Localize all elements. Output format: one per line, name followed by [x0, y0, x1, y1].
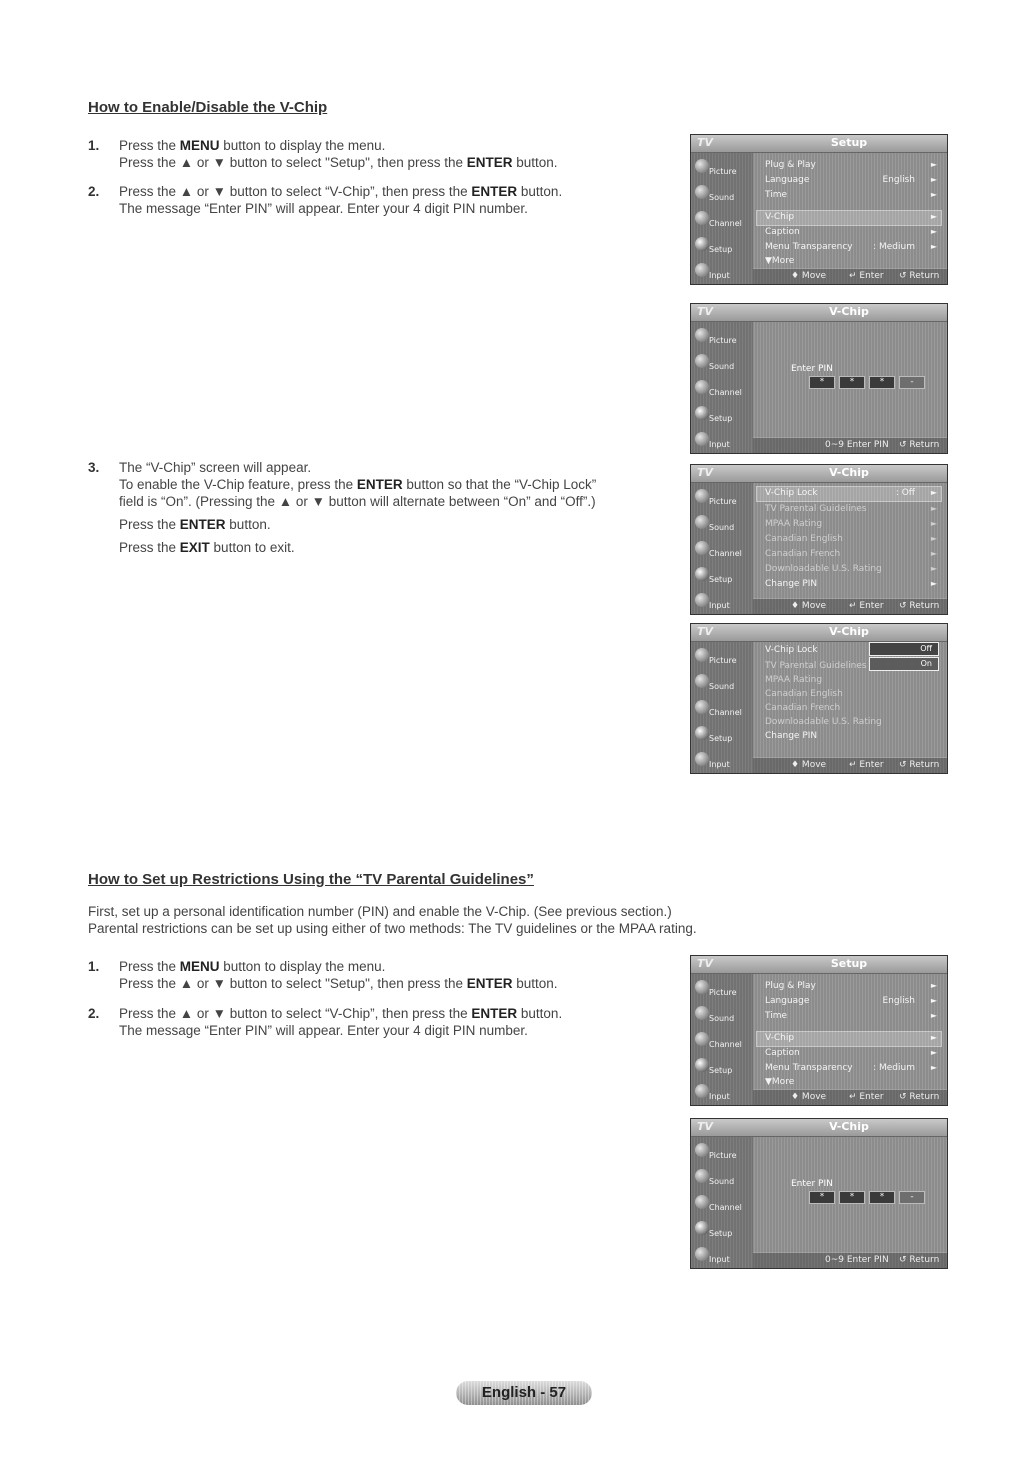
picture-icon	[695, 1143, 709, 1157]
option-off: Off	[869, 642, 939, 656]
osd-pin-screen-1	[690, 303, 948, 454]
setup-icon	[695, 567, 709, 581]
s1-step2	[88, 183, 668, 217]
setup-icon	[695, 406, 709, 420]
osd-menu-item: Language English ►	[765, 175, 937, 185]
osd-menu-item-selected: V-Chip ►	[757, 211, 941, 225]
input-icon	[695, 593, 709, 607]
input-icon	[695, 432, 709, 446]
osd-side-sound: Sound	[693, 183, 751, 207]
step-number: 1.	[88, 138, 100, 153]
section2-title: How to Set up Restrictions Using the “TV Parental Guidelines”	[88, 871, 534, 888]
osd-menu-item: TV Parental Guidelines ►	[765, 504, 937, 514]
step-number: 3.	[88, 460, 100, 475]
setup-icon	[695, 1058, 709, 1072]
osd-sidebar: Picture Sound Channel Setup Input	[691, 642, 753, 773]
step-line: The “V-Chip” screen will appear.	[119, 460, 312, 475]
sound-icon	[695, 354, 709, 368]
s1-step3	[88, 459, 668, 556]
page-number-badge: English - 57	[456, 1381, 592, 1405]
osd-bottom-bar: ♦ Move ↵ Enter ↺ Return	[753, 268, 947, 284]
step-line: To enable the V-Chip feature, press the ENTER button so that the “V-Chip Lock”	[119, 477, 597, 492]
pin-digit-box: *	[839, 376, 865, 389]
osd-setup-menu-2: TV Setup Picture Sound Channel Setup Input Plug & Play ► Language English ► Time ► V-Chip ► Caption ► Menu Transparency : Medium ► ▼More ♦ Move ↵ Enter ↺ Return	[690, 955, 948, 1106]
osd-side-input: Input	[693, 261, 751, 285]
channel-icon	[695, 1195, 709, 1209]
osd-header: TV Setup	[691, 956, 947, 974]
osd-menu-item: Menu Transparency : Medium ►	[765, 242, 937, 252]
pin-digit-box: *	[869, 376, 895, 389]
osd-menu-item: TV Parental Guidelines	[765, 661, 867, 671]
pin-digit-box: *	[839, 1191, 865, 1204]
osd-side-setup: Setup	[693, 235, 751, 259]
osd-menu-item-selected: V-Chip Lock : Off ►	[757, 487, 941, 501]
setup-icon	[695, 726, 709, 740]
sound-icon	[695, 674, 709, 688]
osd-menu-item: Time ►	[765, 190, 937, 200]
channel-icon	[695, 211, 709, 225]
step-line: Press the MENU button to display the menu.	[119, 138, 386, 153]
s2-step2	[88, 1005, 668, 1039]
picture-icon	[695, 328, 709, 342]
option-on-selected: On	[869, 657, 939, 671]
input-icon	[695, 263, 709, 277]
pin-digit-box: *	[809, 1191, 835, 1204]
osd-bottom-bar: ♦ Move ↵ Enter ↺ Return	[753, 1089, 947, 1105]
picture-icon	[695, 489, 709, 503]
step-number: 2.	[88, 184, 100, 199]
osd-menu-item: Canadian French	[765, 703, 841, 713]
step-line: field is “On”. (Pressing the ▲ or ▼ button will alternate between “On” and “Off”.)	[119, 494, 596, 509]
picture-icon	[695, 159, 709, 173]
input-icon	[695, 1084, 709, 1098]
osd-menu-item: Change PIN	[765, 731, 818, 741]
osd-menu-item: Downloadable U.S. Rating ►	[765, 564, 937, 574]
pin-prompt: Enter PIN	[791, 1179, 833, 1189]
pin-digit-box: *	[869, 1191, 895, 1204]
osd-menu-item: Plug & Play ►	[765, 160, 937, 170]
osd-menu-item: Canadian French ►	[765, 549, 937, 559]
osd-bottom-bar: 0~9 Enter PIN ↺ Return	[753, 437, 947, 453]
osd-menu-item: Canadian English ►	[765, 534, 937, 544]
step-line: Press the ▲ or ▼ button to select “V-Chip”, then press the ENTER button.	[119, 1006, 563, 1021]
osd-menu-item: MPAA Rating ►	[765, 519, 937, 529]
intro-line: Parental restrictions can be set up using either of two methods: The TV guidelines or the MPAA rating.	[88, 921, 697, 936]
osd-sidebar	[691, 153, 753, 284]
input-icon	[695, 752, 709, 766]
osd-sidebar: Picture Sound Channel Setup Input	[691, 1137, 753, 1268]
osd-title: Setup	[830, 136, 868, 149]
s1-step1	[88, 137, 668, 171]
pin-prompt: Enter PIN	[791, 364, 833, 374]
sound-icon	[695, 515, 709, 529]
osd-side-picture: Picture	[693, 157, 751, 181]
input-icon	[695, 1247, 709, 1261]
step-number: 2.	[88, 1006, 100, 1021]
step-line: The message “Enter PIN” will appear. Enter your 4 digit PIN number.	[119, 201, 528, 216]
channel-icon	[695, 700, 709, 714]
osd-tv-label: TV	[697, 136, 714, 149]
osd-vchip-on	[690, 623, 948, 774]
osd-vchip-menu	[690, 464, 948, 615]
section1-title: How to Enable/Disable the V-Chip	[88, 99, 328, 116]
osd-header: TV V-Chip	[691, 465, 947, 483]
pin-digit-box: *	[809, 376, 835, 389]
step-line: The message “Enter PIN” will appear. Enter your 4 digit PIN number.	[119, 1023, 528, 1038]
step-number: 1.	[88, 959, 100, 974]
sound-icon	[695, 1169, 709, 1183]
osd-side-channel: Channel	[693, 209, 751, 233]
osd-sidebar: Picture Sound Channel Setup Input	[691, 322, 753, 453]
osd-header: TV V-Chip	[691, 624, 947, 642]
intro-line: First, set up a personal identification number (PIN) and enable the V-Chip. (See previous section.)	[88, 904, 672, 919]
picture-icon	[695, 648, 709, 662]
osd-bottom-bar: 0~9 Enter PIN ↺ Return	[753, 1252, 947, 1268]
osd-pin-screen-2	[690, 1118, 948, 1269]
step-line: Press the ▲ or ▼ button to select "Setup", then press the ENTER button.	[119, 976, 558, 991]
osd-header: TV V-Chip	[691, 1119, 947, 1137]
s2-step1	[88, 958, 668, 992]
osd-setup-menu-1	[690, 134, 948, 285]
osd-header: TV V-Chip	[691, 304, 947, 322]
sound-icon	[695, 1006, 709, 1020]
channel-icon	[695, 380, 709, 394]
setup-icon	[695, 237, 709, 251]
osd-menu-item: ▼More	[765, 256, 795, 266]
osd-menu-item: Caption ►	[765, 227, 937, 237]
osd-sidebar: Picture Sound Channel Setup Input	[691, 483, 753, 614]
step-line: Press the ▲ or ▼ button to select “V-Chip”, then press the ENTER button.	[119, 184, 563, 199]
step-line: Press the ▲ or ▼ button to select "Setup", then press the ENTER button.	[119, 155, 558, 170]
sound-icon	[695, 185, 709, 199]
osd-menu-item: MPAA Rating	[765, 675, 823, 685]
channel-icon	[695, 541, 709, 555]
channel-icon	[695, 1032, 709, 1046]
step-line: Press the EXIT button to exit.	[119, 540, 295, 555]
pin-digit-box: -	[899, 376, 925, 389]
osd-sidebar: Picture Sound Channel Setup Input	[691, 974, 753, 1105]
osd-bottom-bar: ♦ Move ↵ Enter ↺ Return	[753, 757, 947, 773]
step-line: Press the MENU button to display the menu.	[119, 959, 386, 974]
osd-menu-item: V-Chip Lock	[765, 645, 818, 655]
pin-digit-box: -	[899, 1191, 925, 1204]
picture-icon	[695, 980, 709, 994]
osd-header	[691, 135, 947, 153]
osd-menu-item: Downloadable U.S. Rating	[765, 717, 882, 727]
setup-icon	[695, 1221, 709, 1235]
osd-menu-item: Canadian English	[765, 689, 843, 699]
osd-bottom-bar: ♦ Move ↵ Enter ↺ Return	[753, 598, 947, 614]
step-line: Press the ENTER button.	[119, 517, 271, 532]
osd-menu-item: Change PIN ►	[765, 579, 937, 589]
